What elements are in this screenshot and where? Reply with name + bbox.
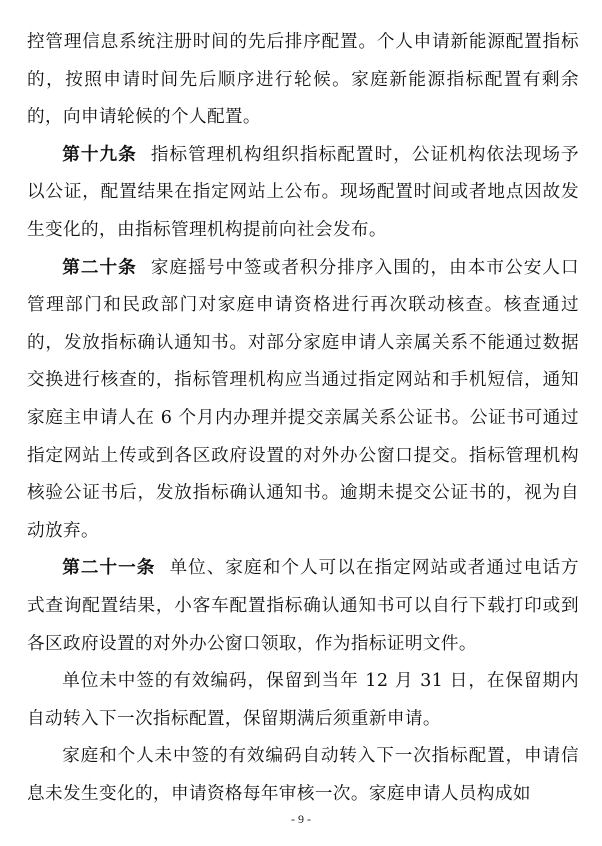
paragraph-5: [27, 663, 579, 738]
page-number: - 9 -: [291, 812, 311, 826]
paragraph-article-21: [27, 550, 579, 663]
document-body: [27, 24, 579, 813]
paragraph-text: 家庭和个人未中签的有效编码自动转入下一次指标配置，申请信息未发生变化的，申请资格每年审核一次。家庭申请人员构成如: [27, 746, 579, 804]
article-label: 第二十一条: [62, 558, 156, 579]
paragraph-text: 指标管理机构组织指标配置时，公证机构依法现场予以公证，配置结果在指定网站上公布。现场配置时间或者地点因故发生变化的，由指标管理机构提前向社会发布。: [27, 144, 579, 240]
paragraph-text: 控管理信息系统注册时间的先后排序配置。个人申请新能源配置指标的，按照申请时间先后顺序进行轮候。家庭新能源指标配置有剩余的，向申请轮候的个人配置。: [27, 32, 579, 128]
paragraph-text: 单位、家庭和个人可以在指定网站或者通过电话方式查询配置结果，小客车配置指标确认通知书可以自行下载打印或到各区政府设置的对外办公窗口领取，作为指标证明文件。: [27, 558, 579, 654]
paragraph-1: [27, 24, 579, 137]
paragraph-article-19: [27, 137, 579, 250]
paragraph-text: 单位未中签的有效编码，保留到当年 12 月 31 日，在保留期内自动转入下一次指标配置，保留期满后须重新申请。: [27, 671, 579, 729]
paragraph-article-20: [27, 250, 579, 551]
paragraph-text: 家庭摇号中签或者积分排序入围的，由本市公安人口管理部门和民政部门对家庭申请资格进行再次联动核查。核查通过的，发放指标确认通知书。对部分家庭申请人亲属关系不能通过数据交换进行核查的，指标管理机构应当通过指定网站和手机短信，通知家庭主申请人在 6 个月内办理并提交亲属关系公证书。公证书可通过指定网站上传或到各区政府设置的对外办公窗口提交。指标管理机构核验公证书后，发放指标确认通知书。逾期未提交公证书的，视为自动放弃。: [27, 257, 579, 541]
paragraph-6: [27, 738, 579, 813]
article-label: 第十九条: [62, 144, 137, 165]
article-label: 第二十条: [62, 257, 137, 278]
